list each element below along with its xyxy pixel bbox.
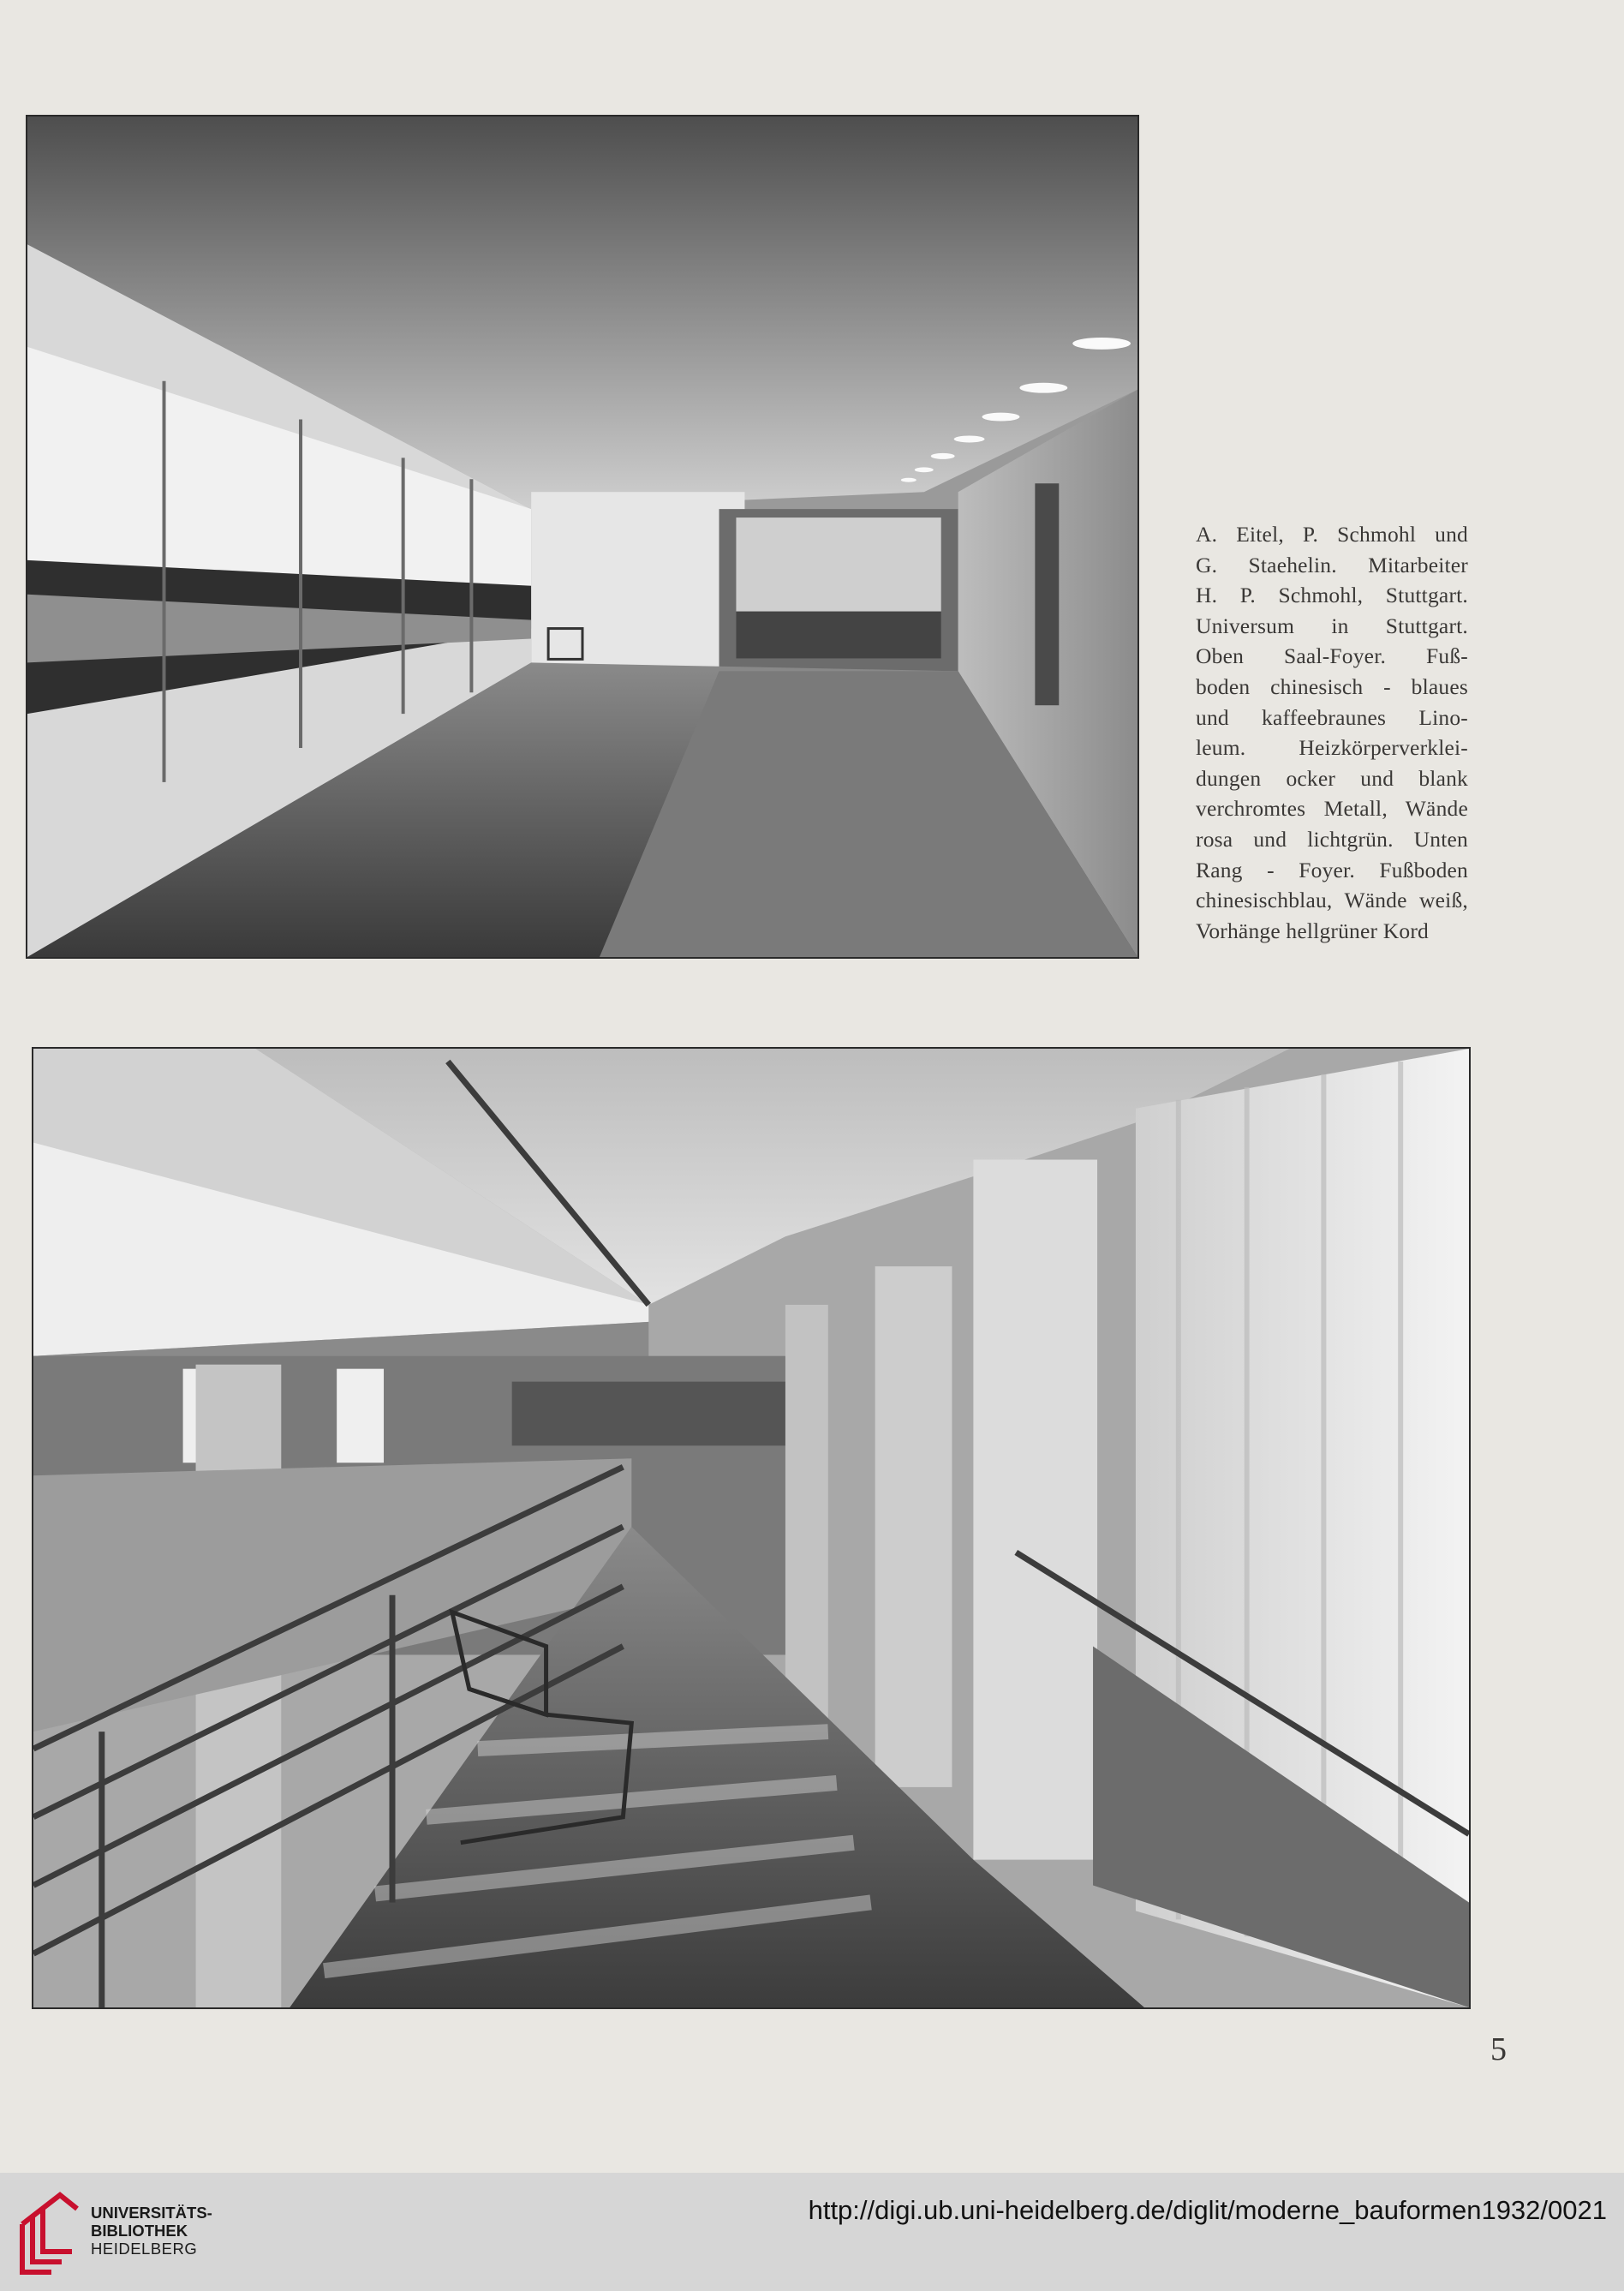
photo-caption — [1196, 519, 1468, 946]
source-url-link[interactable]: http://digi.ub.uni-heidelberg.de/diglit/moderne_bauformen1932/0021 — [808, 2195, 1607, 2225]
caption-line: G. Staehelin. Mitarbeiter — [1196, 552, 1468, 577]
photo-rang-foyer — [32, 1047, 1471, 2009]
footer-bar — [0, 2173, 1624, 2291]
page-number: 5 — [1490, 2031, 1507, 2067]
caption-line: A. Eitel, P. Schmohl und — [1196, 522, 1468, 547]
photo-saal-foyer — [26, 115, 1139, 959]
caption-line: leum. Heizkörperverklei- — [1196, 735, 1468, 761]
caption-line: verchromtes Metall, Wände — [1196, 796, 1468, 822]
caption-line: Oben Saal-Foyer. Fuß- — [1196, 643, 1468, 669]
library-name — [91, 2204, 212, 2258]
caption-line: Vorhänge hellgrüner Kord — [1196, 918, 1430, 943]
library-logo-icon — [17, 2190, 82, 2276]
caption-line: dungen ocker und blank — [1196, 765, 1468, 791]
caption-line: chinesischblau, Wände weiß, — [1196, 888, 1468, 913]
caption-line: und kaffeebraunes Lino- — [1196, 704, 1468, 730]
caption-line: H. P. Schmohl, Stuttgart. — [1196, 583, 1468, 608]
library-name-line2: BIBLIOTHEK — [91, 2222, 188, 2240]
library-name-line3: HEIDELBERG — [91, 2240, 198, 2258]
library-name-line1: UNIVERSITÄTS- — [91, 2204, 212, 2222]
caption-line: Universum in Stuttgart. — [1196, 613, 1468, 638]
caption-line: rosa und lichtgrün. Unten — [1196, 826, 1468, 852]
caption-line: Rang - Foyer. Fußboden — [1196, 857, 1468, 882]
caption-line: boden chinesisch - blaues — [1196, 673, 1468, 699]
